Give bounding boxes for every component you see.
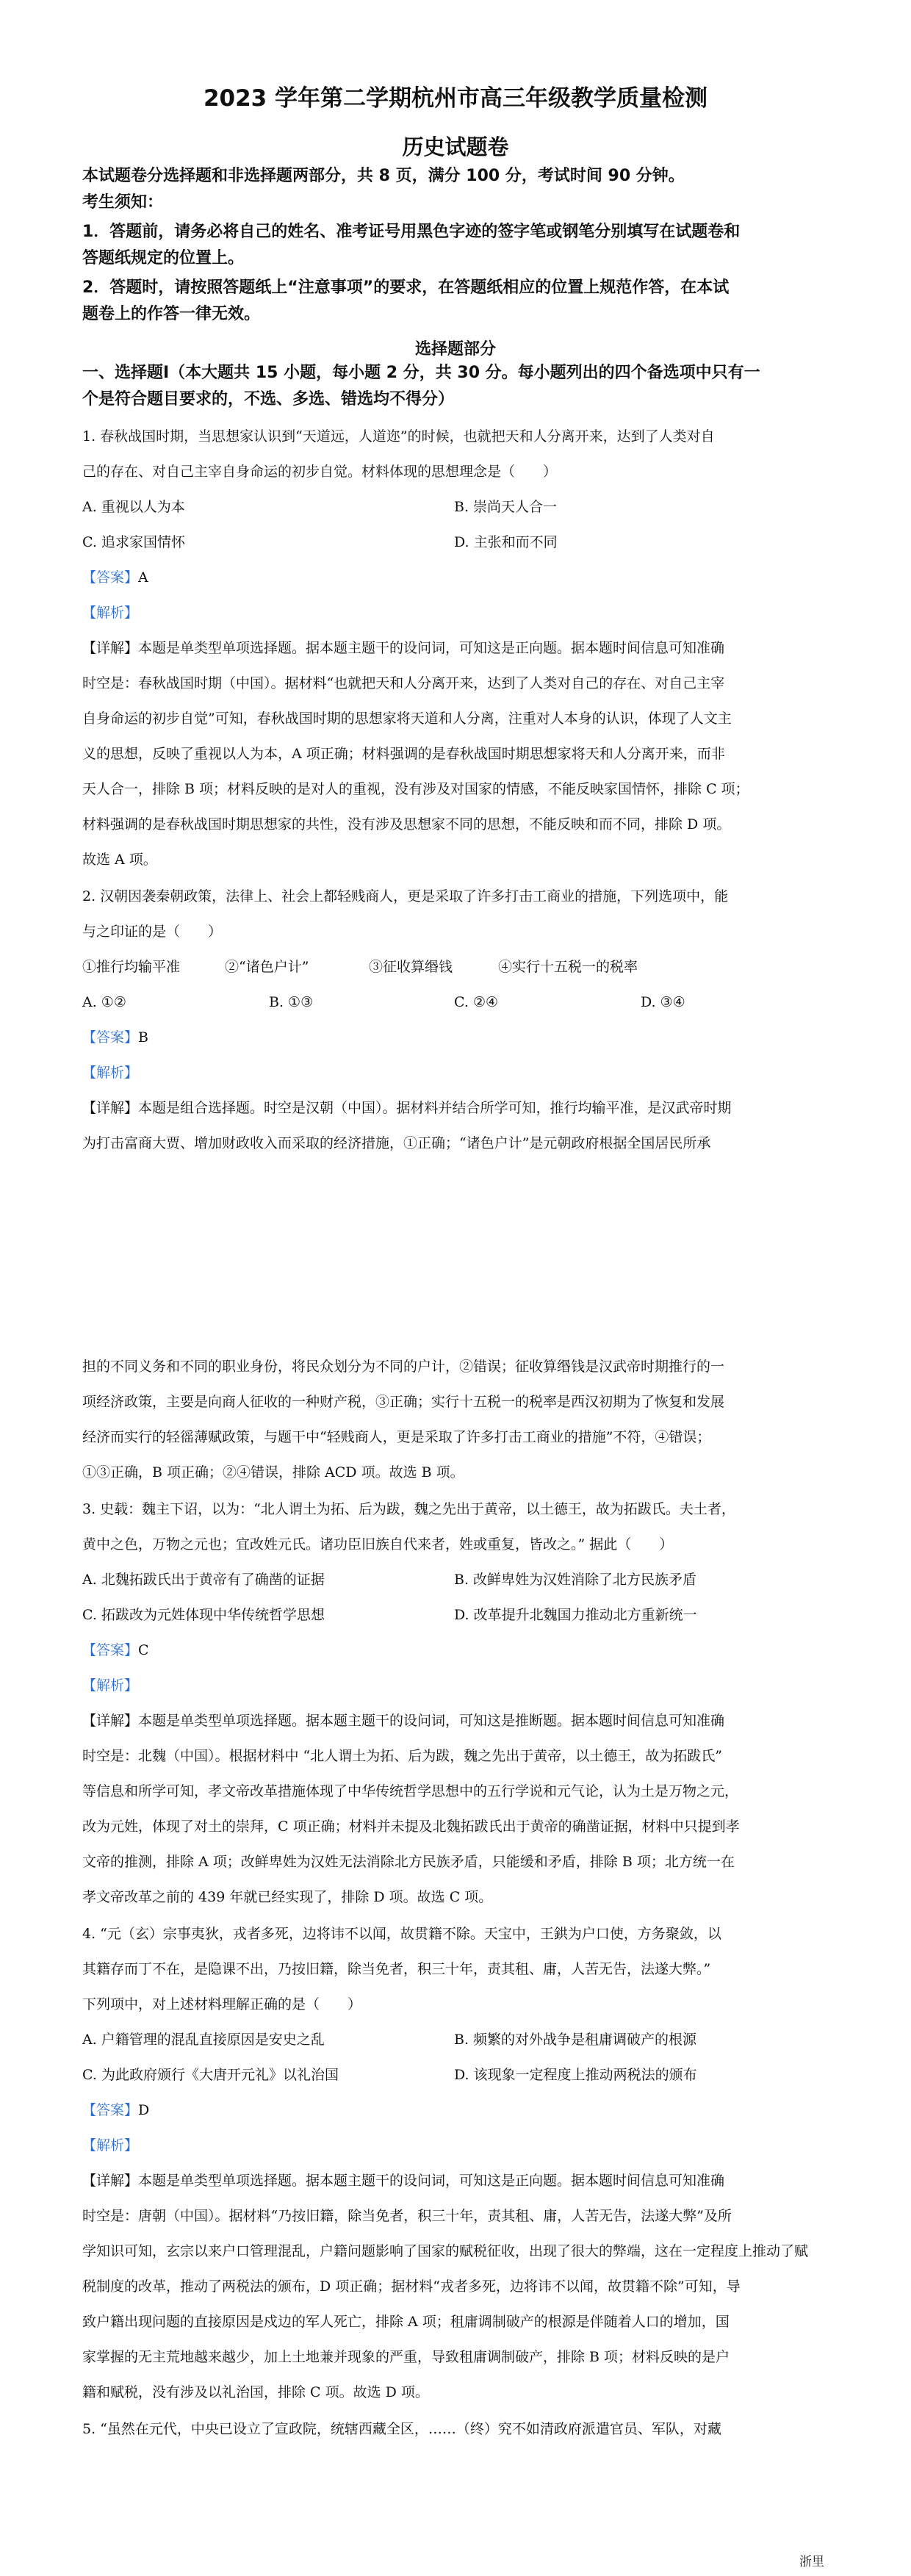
answer-label: 【答案】 [82,1642,139,1658]
q2-detail: 项经济政策，主要是向商人征收的一种财产税，③正确；实行十五税一的税率是西汉初期为了恢复和发展 [82,1394,725,1410]
q2-option-b: B. ①③ [269,994,314,1010]
q1-option-a: A. 重视以人为本 [82,499,185,515]
q3-option-c: C. 拓跋改为元姓体现中华传统哲学思想 [82,1607,325,1623]
q4-detail: 税制度的改革，推动了两税法的颁布，D 项正确；据材料“戎者多死，边将讳不以闻，故贯籍不除”可知，导 [82,2278,741,2295]
q3-detail: 文帝的推测，排除 A 项；改鲜卑姓为汉姓无法消除北方民族矛盾，只能缓和矛盾，排除 B 项；北方统一在 [82,1854,735,1870]
q4-option-c: C. 为此政府颁行《大唐开元礼》以礼治国 [82,2067,339,2083]
q4-analysis-label: 【解析】 [82,2137,139,2154]
q1-answer-value: A [138,569,148,586]
q3-stem: 3. 史载：魏主下诏，以为：“北人谓土为拓、后为跋，魏之先出于黄帝，以土德王，故为拓跋氏。夫土者， [82,1501,735,1517]
q2-detail: 担的不同义务和不同的职业身份，将民众划分为不同的户计，②错误；征收算缗钱是汉武帝时期推行的一 [82,1359,725,1375]
q4-detail: 时空是：唐朝（中国）。据材料“乃按旧籍，除当免者，积三十年，责其租、庸，人苦无告，法遂大弊”及所 [82,2208,732,2224]
q3-detail: 改为元姓，体现了对土的崇拜，C 项正确；材料并未提及北魏拓跋氏出于黄帝的确凿证据，材料中只提到孝 [82,1818,740,1835]
q3-option-a: A. 北魏拓跋氏出于黄帝有了确凿的证据 [82,1572,325,1588]
q2-stem: 与之印证的是（ ） [82,924,223,940]
q2-detail: ①③正确，B 项正确；②④错误，排除 ACD 项。故选 B 项。 [82,1464,464,1481]
q1-detail: 义的思想，反映了重视以人为本，A 项正确；材料强调的是春秋战国时期思想家将天和人分离开来，而非 [82,746,725,762]
q2-option-a: A. ①② [82,994,126,1010]
q2-detail: 【详解】本题是组合选择题。时空是汉朝（中国）。据材料并结合所学可知，推行均输平准，是汉武帝时期 [82,1100,732,1116]
q4-option-d: D. 该现象一定程度上推动两税法的颁布 [454,2067,697,2083]
q5-stem: 5. “虽然在元代，中央已设立了宣政院，统辖西藏全区，……（终）究不如清政府派遣官员、军队，对藏 [82,2421,721,2437]
q4-answer [82,2100,832,2120]
intro-line: 1．答题前，请务必将自己的姓名、准考证号用黑色字迹的签字笔或钢笔分别填写在试题卷和 [82,223,741,241]
q4-answer-value: D [138,2102,150,2118]
q2-answer [82,1027,832,1048]
q4-option-b: B. 频繁的对外战争是租庸调破产的根源 [454,2032,697,2048]
q1-stem: 1. 春秋战国时期，当思想家认识到“天道远，人道迩”的时候，也就把天和人分离开来，达到了人类对自 [82,428,715,445]
q3-detail: 等信息和所学可知，孝文帝改革措施体现了中华传统哲学思想中的五行学说和元气论，认为土是万物之元， [82,1783,739,1799]
q3-option-b: B. 改鲜卑姓为汉姓消除了北方民族矛盾 [454,1572,697,1588]
q3-analysis-label: 【解析】 [82,1677,139,1694]
page-footer: 浙里 [799,2555,824,2569]
intro-line: 考生须知： [82,193,164,212]
q1-option-b: B. 崇尚天人合一 [454,499,558,515]
q3-detail: 时空是：北魏（中国）。根据材料中 “北人谓土为拓、后为跋，魏之先出于黄帝，以土德王，故为拓跋氏” [82,1748,722,1764]
q1-answer [82,567,832,588]
q4-detail: 学知识可知，玄宗以来户口管理混乱，户籍问题影响了国家的赋税征收，出现了很大的弊端，这在一定程度上推动了赋 [82,2243,809,2259]
q2-item-3: ③征收算缗钱 [369,959,453,975]
q2-answer-value: B [138,1029,148,1046]
q3-stem: 黄中之色，万物之元也；宜改姓元氏。诸功臣旧族自代来者，姓或重复，皆改之。” 据此（ ） [82,1536,674,1553]
q4-stem: 其籍存而丁不在，是隐课不出，乃按旧籍，除当免者，积三十年，责其租、庸，人苦无告，法遂大弊。” [82,1961,711,1977]
q2-analysis-label: 【解析】 [82,1065,139,1081]
q4-detail: 籍和赋税，没有涉及以礼治国，排除 C 项。故选 D 项。 [82,2384,429,2400]
part1-heading: 一、选择题Ⅰ（本大题共 15 小题，每小题 2 分，共 30 分。每小题列出的四个备选项中只有一 [82,364,760,382]
q1-detail: 【详解】本题是单类型单项选择题。据本题主题干的设问词，可知这是正向题。据本题时间信息可知准确 [82,640,725,656]
q3-answer [82,1640,832,1661]
intro-line: 题卷上的作答一律无效。 [82,305,261,323]
q1-option-d: D. 主张和而不同 [454,534,558,550]
q1-detail: 时空是：春秋战国时期（中国）。据材料“也就把天和人分离开来，达到了人类对自己的存在、对自己主宰 [82,675,725,691]
q2-detail: 经济而实行的轻徭薄赋政策，与题干中“轻贱商人，更是采取了许多打击工商业的措施”不符，④错误； [82,1429,711,1445]
answer-label: 【答案】 [82,2102,139,2118]
exam-title: 2023 学年第二学期杭州市高三年级教学质量检测 [203,85,708,112]
intro-line: 答题纸规定的位置上。 [82,249,245,267]
section-title: 选择题部分 [414,340,496,359]
q4-detail: 【详解】本题是单类型单项选择题。据本题主题干的设问词，可知这是正向题。据本题时间信息可知准确 [82,2173,725,2189]
q4-stem: 下列项中，对上述材料理解正确的是（ ） [82,1996,362,2012]
q1-option-c: C. 追求家国情怀 [82,534,185,550]
q1-detail: 故选 A 项。 [82,852,157,868]
q1-analysis-label: 【解析】 [82,605,139,621]
answer-label: 【答案】 [82,1029,139,1046]
q2-stem: 2. 汉朝因袭秦朝政策，法律上、社会上都轻贱商人，更是采取了许多打击工商业的措施，下列选项中，能 [82,888,729,904]
intro-line: 2．答题时，请按照答题纸上“注意事项”的要求，在答题纸相应的位置上规范作答，在本试 [82,278,730,297]
q4-detail: 致户籍出现问题的直接原因是戍边的军人死亡，排除 A 项；租庸调制破产的根源是伴随着人口的增加，国 [82,2314,730,2330]
q3-detail: 孝文帝改革之前的 439 年就已经实现了，排除 D 项。故选 C 项。 [82,1889,493,1905]
answer-label: 【答案】 [82,569,139,586]
q4-option-a: A. 户籍管理的混乱直接原因是安史之乱 [82,2032,325,2048]
q1-detail: 天人合一，排除 B 项；材料反映的是对人的重视，没有涉及对国家的情感，不能反映家国情怀，排除 C 项； [82,781,749,797]
q2-option-d: D. ③④ [641,994,685,1010]
q2-item-1: ①推行均输平准 [82,959,181,975]
q2-detail: 为打击富商大贾、增加财政收入而采取的经济措施，①正确；“诸色户计”是元朝政府根据全国居民所承 [82,1135,711,1151]
q3-answer-value: C [138,1642,149,1658]
q1-stem: 己的存在、对自己主宰自身命运的初步自觉。材料体现的思想理念是（ ） [82,464,558,480]
q4-detail: 家掌握的无主荒地越来越少，加上土地兼并现象的严重，导致租庸调制破产，排除 B 项；材料反映的是户 [82,2349,730,2365]
q2-item-4: ④实行十五税一的税率 [498,959,638,975]
q3-option-d: D. 改革提升北魏国力推动北方重新统一 [454,1607,697,1623]
q2-item-2: ②“诸色户计” [225,959,309,975]
exam-subtitle: 历史试题卷 [402,134,509,159]
q1-detail: 自身命运的初步自觉”可知，春秋战国时期的思想家将天道和人分离，注重对人本身的认识，体现了人文主 [82,710,732,727]
q3-detail: 【详解】本题是单类型单项选择题。据本题主题干的设问词，可知这是推断题。据本题时间信息可知准确 [82,1713,725,1729]
q2-option-c: C. ②④ [454,994,499,1010]
part1-heading: 个是符合题目要求的，不选、多选、错选均不得分） [82,390,455,409]
intro-line: 本试题卷分选择题和非选择题两部分，共 8 页，满分 100 分，考试时间 90 分钟。 [82,167,685,185]
q4-stem: 4. “元（玄）宗事夷狄，戎者多死，边将讳不以闻，故贯籍不除。天宝中，王鉷为户口使，方务聚敛，以 [82,1926,721,1942]
q1-detail: 材料强调的是春秋战国时期思想家的共性，没有涉及思想家不同的思想，不能反映和而不同，排除 D 项。 [82,816,731,832]
